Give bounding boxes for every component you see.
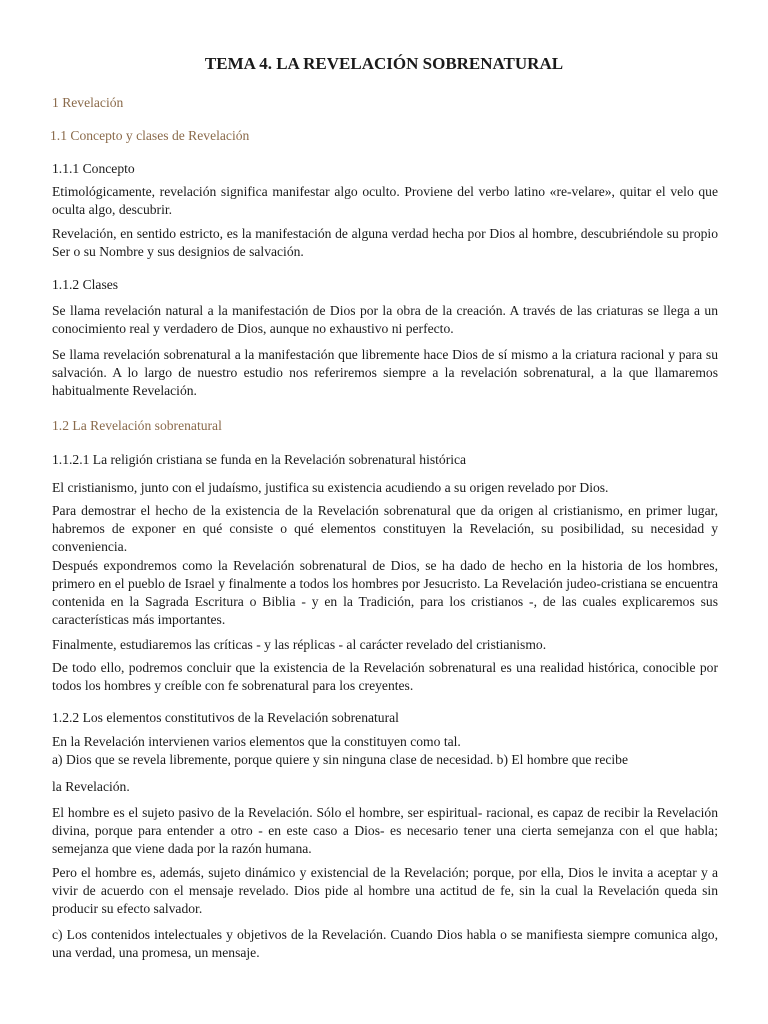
paragraph-revelacion-natural: Se llama revelación natural a la manifestación de Dios por la obra de la creación. A través de las criaturas se llega a un conocimiento real y verdadero de Dios, aunque no exhaustivo ni perfecto. <box>52 303 718 336</box>
heading-1-2: 1.2 La Revelación sobrenatural <box>52 418 222 433</box>
paragraph-elementos-line1: En la Revelación intervienen varios elementos que la constituyen como tal. <box>52 734 461 749</box>
paragraph-elementos-line3: la Revelación. <box>52 779 130 794</box>
paragraph-sentido-estricto: Revelación, en sentido estricto, es la manifestación de alguna verdad hecha por Dios al hombre, descubriéndole su propio Ser o su Nombre y sus designios de salvación. <box>52 226 718 259</box>
paragraph-demostrar: Para demostrar el hecho de la existencia de la Revelación sobrenatural que da origen al cristianismo, en primer lugar, habremos de exponer en qué consiste o qué elementos constituyen la Revelación, su posibilidad, su necesidad y conveniencia. <box>52 503 718 554</box>
paragraph-despues: Después expondremos como la Revelación sobrenatural de Dios, se ha dado de hecho en la historia de los hombres, primero en el pueblo de Israel y finalmente a todos los hombres por Jesucristo. La Revelación judeo-cristiana se encuentra contenida en la Sagrada Escritura o Biblia - y en la Tradición, para los cristianos -, de las cuales explicaremos sus características más importantes. <box>52 558 718 627</box>
paragraph-elementos-line2: a) Dios que se revela libremente, porque quiere y sin ninguna clase de necesidad. b) El hombre que recibe <box>52 752 629 767</box>
paragraph-revelacion-sobrenatural: Se llama revelación sobrenatural a la manifestación que libremente hace Dios de sí mismo a la criatura racional y para su salvación. A lo largo de nuestro estudio nos referiremos siempre a la revelación sobrenatural, a la que llamaremos habitualmente Revelación. <box>52 347 718 398</box>
heading-1: 1 Revelación <box>52 95 124 110</box>
heading-1-2-2: 1.2.2 Los elementos constitutivos de la Revelación sobrenatural <box>52 710 399 725</box>
paragraph-sujeto-dinamico: Pero el hombre es, además, sujeto dinámico y existencial de la Revelación; porque, por ella, Dios le invita a aceptar y a vivir de acuerdo con el mensaje revelado. Dios pide al hombre una actitud de fe, sin la cual la Revelación queda sin producir su efecto salvador. <box>52 865 718 916</box>
heading-1-1-1: 1.1.1 Concepto <box>52 161 135 176</box>
heading-1-1: 1.1 Concepto y clases de Revelación <box>50 128 250 143</box>
paragraph-contenidos: c) Los contenidos intelectuales y objetivos de la Revelación. Cuando Dios habla o se manifiesta siempre comunica algo, una verdad, una promesa, un mensaje. <box>52 927 718 960</box>
heading-1-1-2: 1.1.2 Clases <box>52 277 119 292</box>
heading-1-1-2-1: 1.1.2.1 La religión cristiana se funda en la Revelación sobrenatural histórica <box>52 452 467 467</box>
paragraph-sujeto-pasivo: El hombre es el sujeto pasivo de la Revelación. Sólo el hombre, ser espiritual- racional, es capaz de recibir la Revelación divina, porque para entender a otro - en este caso a Dios- es necesario tener una cierta semejanza con el que habla; semejanza que viene dada por la razón humana. <box>52 805 718 856</box>
document-title: TEMA 4. LA REVELACIÓN SOBRENATURAL <box>204 54 564 73</box>
paragraph-etimologia: Etimológicamente, revelación significa manifestar algo oculto. Proviene del verbo latino «re-velare», quitar el velo que oculta algo, descubrir. <box>52 184 718 217</box>
paragraph-finalmente: Finalmente, estudiaremos las críticas - y las réplicas - al carácter revelado del cristianismo. <box>52 637 547 652</box>
paragraph-conclusion: De todo ello, podremos concluir que la existencia de la Revelación sobrenatural es una realidad histórica, conocible por todos los hombres y creíble con fe sobrenatural para los creyentes. <box>52 660 718 693</box>
paragraph-cristianismo: El cristianismo, junto con el judaísmo, justifica su existencia acudiendo a su origen revelado por Dios. <box>52 480 609 495</box>
